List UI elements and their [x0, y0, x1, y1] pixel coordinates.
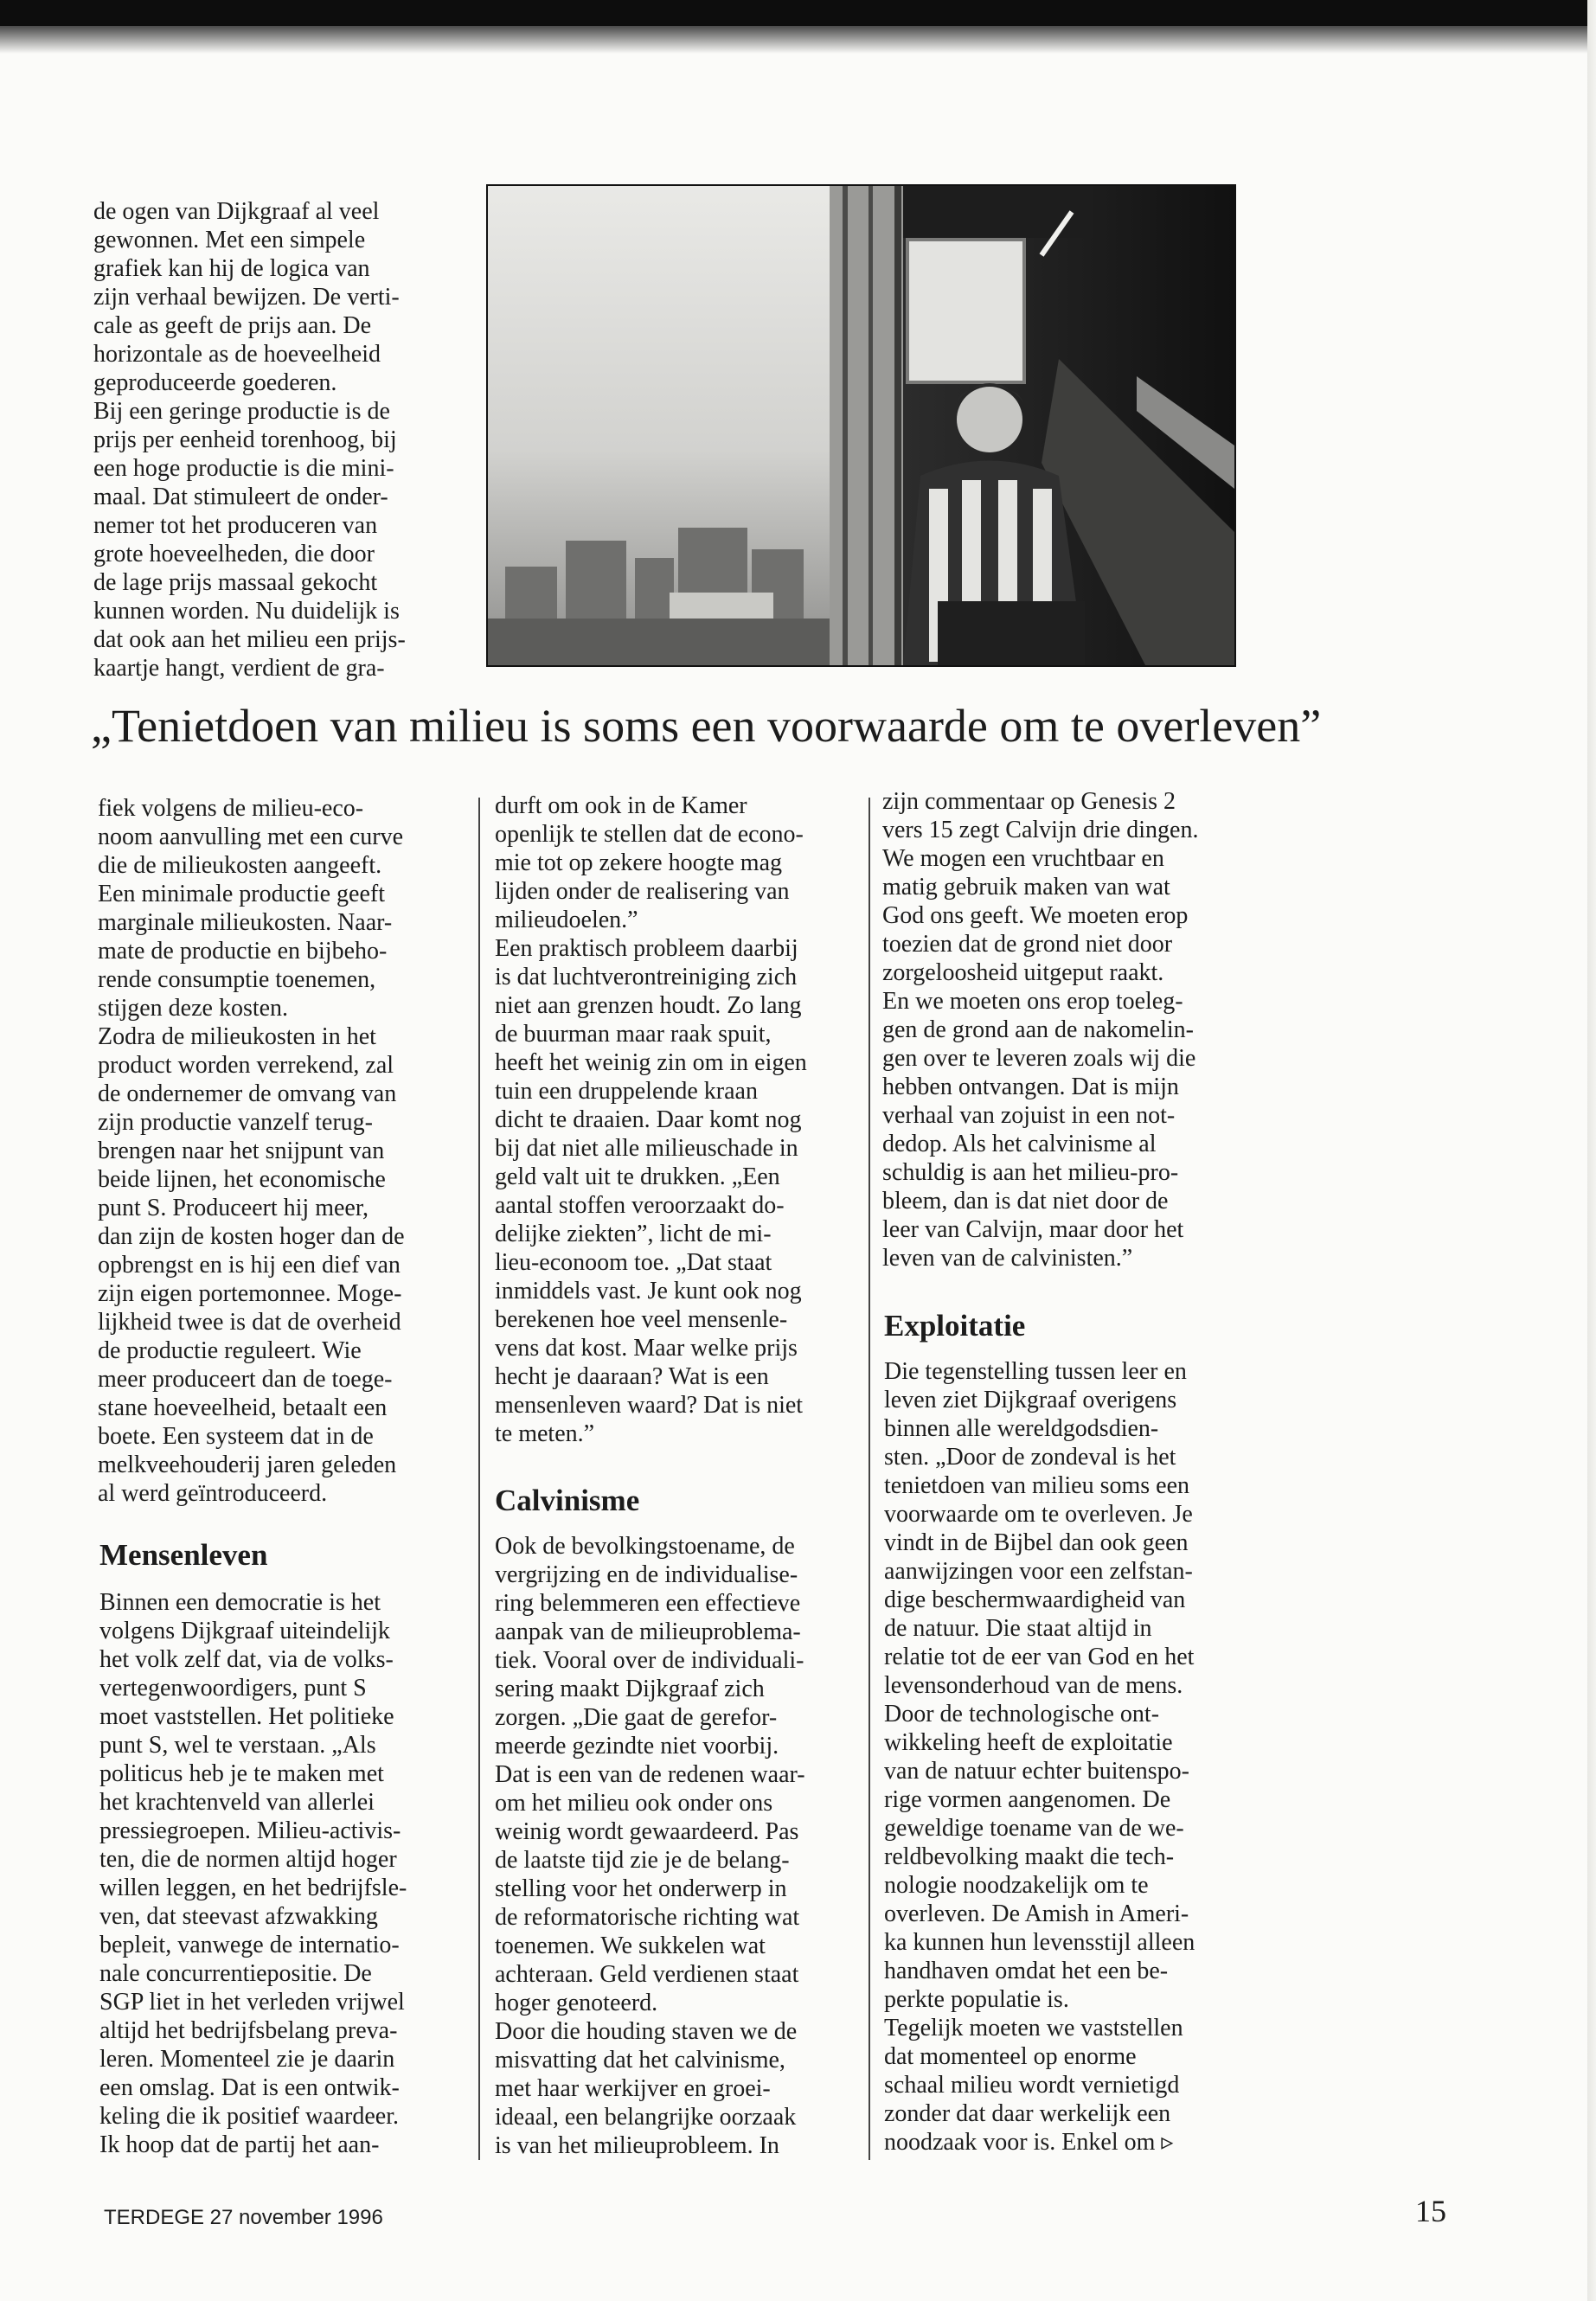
column-2-text: durft om ook in de Kamer openlijk te stellen dat de econo- mie tot op zekere hoogte mag lijden onder de realisering van milieudoelen.” Een praktisch probleem daarbij is dat luchtverontreiniging zich niet aan grenzen houdt. Zo lang de buurman maar raak spuit, heeft het weinig zin om in eigen tuin een druppelende kraan dicht te draaien. Daar komt nog bij dat niet alle milieuschade in geld valt uit te drukken. „Een aantal stoffen veroorzaakt do- delijke ziekten”, licht de mi- lieu-econoom toe. „Dat staat inmiddels vast. Je kunt ook nog berekenen hoe veel mensenle- vens dat kost. Maar welke prijs hecht je daaraan? Wat is een mensenleven waard? Dat is niet te meten.”	[495, 792, 807, 1447]
photo-illustration	[488, 186, 1234, 665]
heading-mensenleven: Mensenleven	[99, 1538, 268, 1572]
heading-exploitatie: Exploitatie	[884, 1309, 1026, 1343]
column-divider	[478, 798, 480, 2160]
column-2-text-continued: Ook de bevolkingstoename, de vergrijzing en de individualise- ring belemmeren een effectieve aanpak van de milieuproblema- tiek. Vooral over de individuali- sering maakt Dijkgraaf zich zorgen. „Die gaat de gerefor- meerde gezindte niet voorbij. Dat is een van de redenen waar- om het milieu ook onder ons weinig wordt gewaardeerd. Pas de laatste tijd zie je de belang- stelling voor het onderwerp in de reformatorische richting wat toenemen. We sukkelen wat achteraan. Geld verdienen staat hoger genoteerd. Door die houding staven we de misvatting dat het calvinisme, met haar werkijver en groei- ideaal, een belangrijke oorzaak is van het milieuprobleem. In	[495, 1533, 805, 2159]
magazine-footer: TERDEGE 27 november 1996	[104, 2206, 383, 2229]
scan-shadow	[0, 26, 1596, 54]
intro-paragraph: de ogen van Dijkgraaf al veel gewonnen. Met een simpele grafiek kan hij de logica van zijn verhaal bewijzen. De verti- cale as geeft de prijs aan. De horizontale as de hoeveelheid geproduceerde goederen. Bij een geringe productie is de prijs per eenheid torenhoog, bij een hoge productie is die mini- maal. Dat stimuleert de onder- nemer tot het produceren van grote hoeveelheden, die door de lage prijs massaal gekocht kunnen worden. Nu duidelijk is dat ook aan het milieu een prijs- kaartje hangt, verdient de gra-	[93, 198, 406, 682]
column-1-text-continued: Binnen een democratie is het volgens Dijkgraaf uiteindelijk het volk zelf dat, via de volks- vertegenwoordigers, punt S moet vaststellen. Het politieke punt S, wel te verstaan. „Als politicus heb je te maken met het krachtenveld van allerlei pressiegroepen. Milieu-activis- ten, die de normen altijd hoger willen leggen, en het bedrijfsle- ven, dat steevast afzwakking bepleit, vanwege de internatio- nale concurrentiepositie. De SGP liet in het verleden vrijwel altijd het bedrijfsbelang preva- leren. Momenteel zie je daarin een omslag. Dat is een ontwik- keling die ik positief waardeer. Ik hoop dat de partij het aan-	[99, 1589, 407, 2158]
article-photo	[486, 184, 1236, 667]
scan-top-border	[0, 0, 1596, 26]
scan-right-edge	[1587, 0, 1596, 2301]
column-3-text-continued: Die tegenstelling tussen leer en leven ziet Dijkgraaf overigens binnen alle wereldgodsdien- sten. „Door de zondeval is het tenietdoen van milieu soms een voorwaarde om te overleven. Je vindt in de Bijbel dan ook geen aanwijzingen voor een zelfstan- dige beschermwaardigheid van de natuur. Die staat altijd in relatie tot de eer van God en het levensonderhoud van de mens. Door de technologische ont- wikkeling heeft de exploitatie van de natuur echter buitenspo- rige vormen aangenomen. De geweldige toename van de we- reldbevolking maakt die tech- nologie noodzakelijk om te overleven. De Amish in Ameri- ka kunnen hun levensstijl alleen handhaven omdat het een be- perkte populatie is. Tegelijk moeten we vaststellen dat momenteel op enorme schaal milieu wordt vernietigd zonder dat daar werkelijk een noodzaak voor is. Enkel om ▹	[884, 1358, 1195, 2156]
column-3-text: zijn commentaar op Genesis 2 vers 15 zegt Calvijn drie dingen. We mogen een vruchtbaar en matig gebruik maken van wat God ons geeft. We moeten erop toezien dat de grond niet door zorgeloosheid uitgeput raakt. En we moeten ons erop toeleg- gen de grond aan de nakomelin- gen over te leveren zoals wij die hebben ontvangen. Dat is mijn verhaal van zojuist in een not- dedop. Als het calvinisme al schuldig is aan het milieu-pro- bleem, dan is dat niet door de leer van Calvijn, maar door het leven van de calvinisten.”	[882, 788, 1199, 1272]
pull-quote: „Tenietdoen van milieu is soms een voorwaarde om te overleven”	[91, 700, 1322, 752]
page-number: 15	[1415, 2194, 1446, 2228]
column-1-text: fiek volgens de milieu-eco- noom aanvulling met een curve die de milieukosten aangeeft. Een minimale productie geeft marginale milieukosten. Naar- mate de productie en bijbeho- rende consumptie toenemen, stijgen deze kosten. Zodra de milieukosten in het product worden verrekend, zal de ondernemer de omvang van zijn productie vanzelf terug- brengen naar het snijpunt van beide lijnen, het economische punt S. Produceert hij meer, dan zijn de kosten hoger dan de opbrengst en is hij een dief van zijn eigen portemonnee. Moge- lijkheid twee is dat de overheid de productie reguleert. Wie meer produceert dan de toege- stane hoeveelheid, betaalt een boete. Een systeem dat in de melkveehouderij jaren geleden al werd geïntroduceerd.	[98, 795, 405, 1507]
column-divider	[869, 798, 870, 2160]
heading-calvinisme: Calvinisme	[495, 1484, 640, 1517]
